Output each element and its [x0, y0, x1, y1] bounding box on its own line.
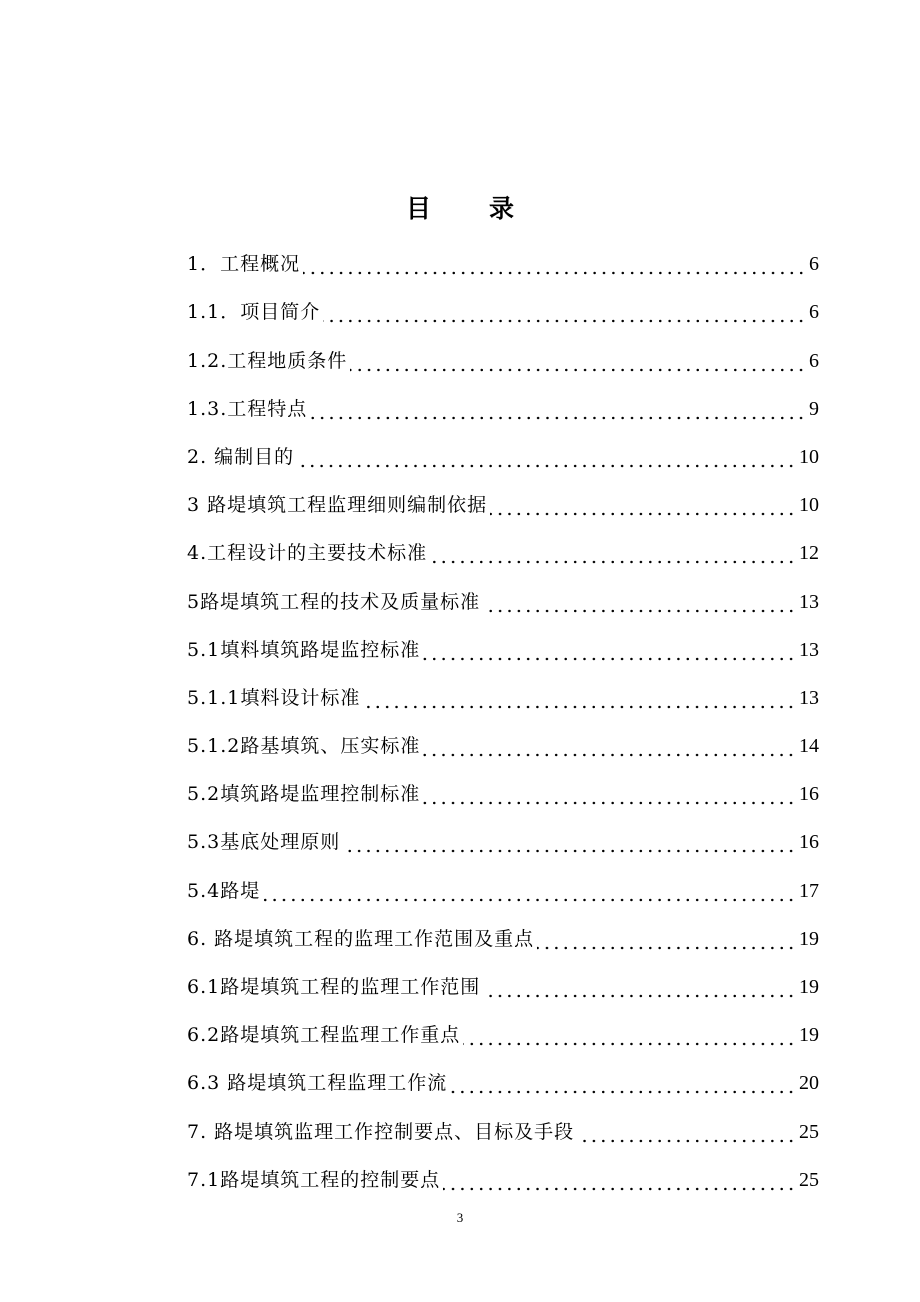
toc-entry[interactable]: [187, 332, 819, 380]
toc-entry-title: 5路堤填筑工程的技术及质量标准: [187, 590, 481, 613]
dot-leader: [423, 785, 796, 805]
dot-leader: [443, 1171, 796, 1191]
toc-entry-title: 6. 路堤填筑工程的监理工作范围及重点: [187, 927, 535, 950]
toc-entry-title: 6.2路堤填筑工程监理工作重点: [187, 1024, 461, 1047]
dot-leader: [350, 352, 806, 372]
dot-leader: [483, 978, 796, 998]
toc-entry-title: 1.1．项目简介: [187, 301, 321, 324]
toc-entry[interactable]: [187, 1055, 819, 1103]
toc-entry[interactable]: [187, 718, 819, 766]
page-number: 3: [456, 1210, 464, 1225]
toc-entry[interactable]: [187, 766, 819, 814]
toc-entry-page: 10: [799, 494, 819, 517]
toc-entry-title: 6.1路堤填筑工程的监理工作范围: [187, 976, 481, 998]
toc-entry-page: 13: [799, 590, 819, 613]
toc-entry-title: 5.3基底处理原则: [187, 831, 341, 854]
toc-entry[interactable]: [187, 525, 819, 573]
toc-entry-title: 7.1路堤填筑工程的控制要点: [187, 1168, 441, 1191]
page-title: 目录: [405, 194, 572, 223]
dot-leader: [343, 833, 796, 853]
toc-entry[interactable]: [187, 959, 819, 1007]
dot-leader: [450, 1074, 796, 1094]
dot-leader: [303, 255, 806, 275]
toc-entry-title: 4.工程设计的主要技术标准: [187, 542, 428, 565]
toc-entry-page: 19: [799, 1024, 819, 1047]
toc-entry-page: 19: [799, 976, 819, 998]
toc-entry[interactable]: [187, 477, 819, 525]
toc-entry[interactable]: [187, 381, 819, 429]
toc-entry[interactable]: [187, 284, 819, 332]
toc-entry-title: 3 路堤填筑工程监理细则编制依据: [187, 494, 488, 517]
dot-leader: [577, 1123, 796, 1143]
toc-entry-page: 10: [799, 445, 819, 468]
toc-entry-page: 17: [799, 879, 819, 902]
toc-entry[interactable]: [187, 814, 819, 862]
toc-entry[interactable]: [187, 862, 819, 910]
toc-entry[interactable]: [187, 911, 819, 959]
toc-entry-page: 9: [809, 397, 819, 420]
toc-entry-page: 13: [799, 638, 819, 661]
toc-entry-page: 16: [799, 831, 819, 854]
toc-entry-page: 19: [799, 927, 819, 950]
toc-entry[interactable]: [187, 622, 819, 670]
dot-leader: [263, 882, 796, 902]
toc-entry-title: 5.1填料填筑路堤监控标准: [187, 638, 421, 661]
dot-leader: [430, 544, 796, 564]
toc-entry-title: 5.4路堤: [187, 879, 261, 902]
toc-entry-page: 6: [809, 253, 819, 276]
toc-entry-page: 25: [799, 1120, 819, 1143]
toc-entry[interactable]: [187, 670, 819, 718]
dot-leader: [310, 400, 806, 420]
toc-entry-page: 6: [809, 301, 819, 324]
toc-entry-page: 13: [799, 686, 819, 709]
dot-leader: [323, 303, 806, 323]
dot-leader: [423, 737, 796, 757]
toc-entry[interactable]: [187, 1007, 819, 1055]
dot-leader: [537, 930, 796, 950]
toc-entry[interactable]: [187, 429, 819, 477]
toc-entry-title: 5.1.1填料设计标准: [187, 686, 361, 709]
toc-entry[interactable]: [187, 573, 819, 621]
dot-leader: [463, 1026, 796, 1046]
toc-entry-title: 7. 路堤填筑监理工作控制要点、目标及手段: [187, 1120, 575, 1143]
dot-leader: [423, 641, 796, 661]
dot-leader: [483, 593, 796, 613]
table-of-contents: [187, 236, 819, 1200]
toc-entry-page: 16: [799, 783, 819, 806]
toc-entry-page: 25: [799, 1168, 819, 1191]
toc-entry-page: 20: [799, 1072, 819, 1095]
dot-leader: [297, 448, 796, 468]
toc-entry[interactable]: [187, 236, 819, 284]
toc-entry[interactable]: [187, 1152, 819, 1200]
dot-leader: [363, 689, 796, 709]
toc-entry-title: 5.1.2路基填筑、压实标准: [187, 735, 421, 758]
toc-entry-title: 1．工程概况: [187, 253, 301, 276]
toc-entry-title: 6.3 路堤填筑工程监理工作流: [187, 1072, 448, 1095]
toc-entry-title: 1.3.工程特点: [187, 397, 308, 420]
toc-entry-page: 12: [799, 542, 819, 565]
toc-entry-title: 1.2.工程地质条件: [187, 349, 348, 372]
toc-entry-title: 2. 编制目的: [187, 445, 295, 468]
toc-entry-title: 5.2填筑路堤监理控制标准: [187, 783, 421, 806]
toc-entry-page: 14: [799, 735, 819, 758]
toc-entry[interactable]: [187, 1103, 819, 1151]
dot-leader: [490, 496, 796, 516]
toc-entry-page: 6: [809, 349, 819, 372]
